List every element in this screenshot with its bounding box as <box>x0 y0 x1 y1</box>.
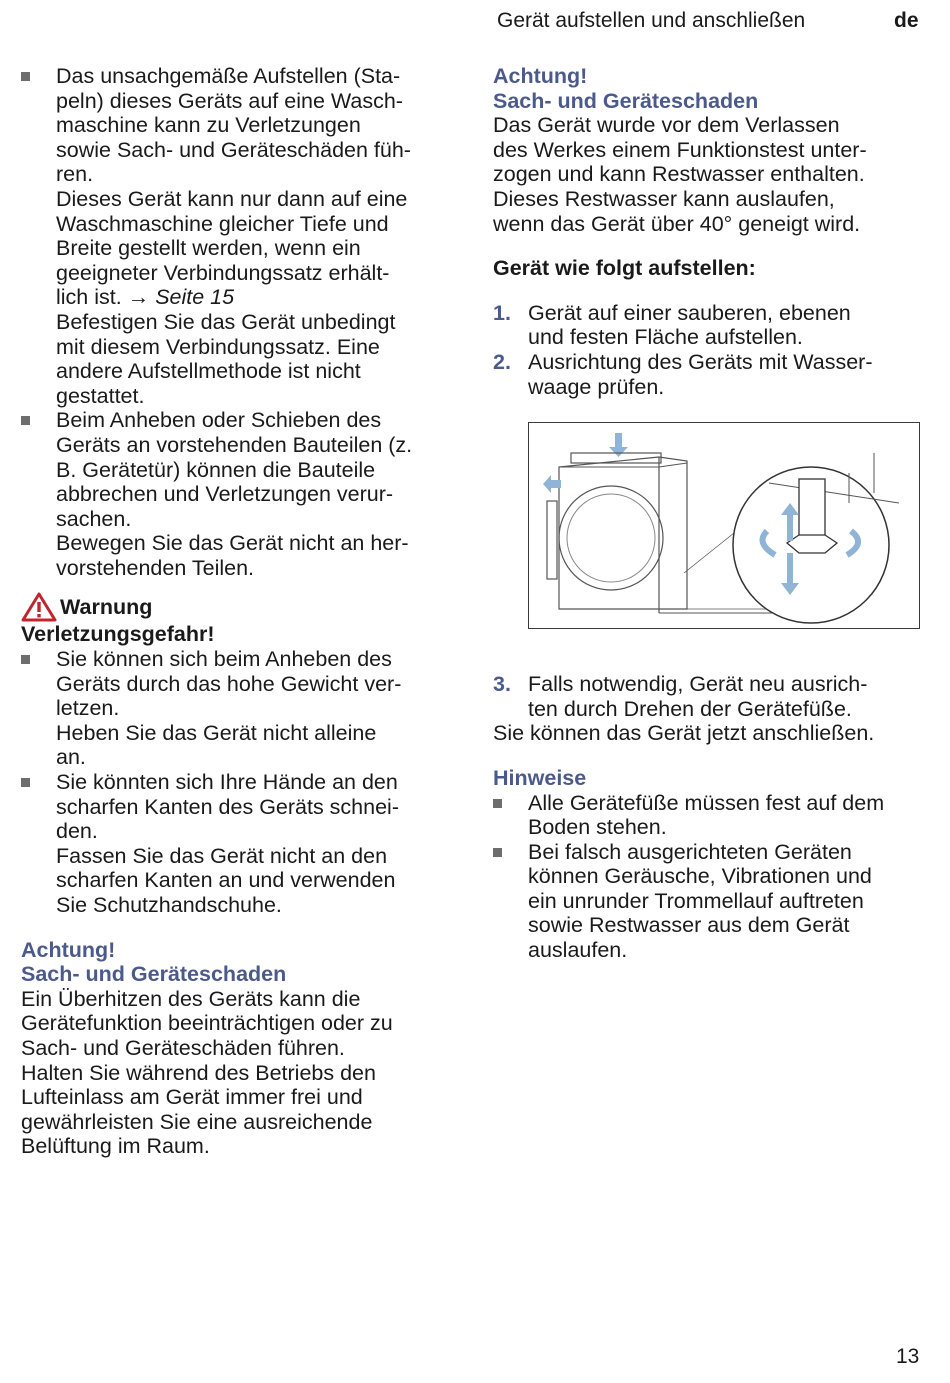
bullet-square-icon <box>21 416 30 425</box>
list-item <box>493 840 923 963</box>
after-steps-text: Sie können das Gerät jetzt anschließen. <box>493 721 875 746</box>
warning-title: Verletzungsgefahr! <box>21 622 215 647</box>
list-item <box>493 350 923 399</box>
caution-label: Achtung! <box>493 64 588 88</box>
leveling-illustration <box>528 422 920 629</box>
bullet-square-icon <box>21 778 30 787</box>
paragraph: Das unsachgemäße Aufstellen (Sta- peln) dieses Geräts auf eine Wasch- maschine kann zu Verletzungen sowie Sach- und Geräteschäden füh- ren. <box>56 64 411 187</box>
caution-text: Das Gerät wurde vor dem Verlassen des Werkes einem Funktionstest unter- zogen und kann Restwasser enthalten. Dieses Restwasser kann auslaufen, wenn das Gerät über 40° geneigt wird. <box>493 113 867 236</box>
paragraph: Fassen Sie das Gerät nicht an den scharfen Kanten an und verwenden Sie Schutzhandschuhe. <box>56 843 396 917</box>
step-number: 3. <box>493 672 511 697</box>
list-item <box>493 301 923 350</box>
bullet-square-icon <box>493 799 502 808</box>
paragraph: Sie könnten sich Ihre Hände an den scharfen Kanten des Geräts schnei- den. <box>56 770 399 844</box>
list-item <box>21 64 461 408</box>
list-item <box>21 770 461 918</box>
caution-title: Sach- und Geräteschaden <box>493 88 759 113</box>
warning-heading <box>21 592 461 622</box>
left-column <box>21 64 461 1159</box>
list-item <box>21 408 461 580</box>
list-item <box>493 791 923 840</box>
step-number: 2. <box>493 349 511 374</box>
paragraph: Beim Anheben oder Schieben des Geräts an vorstehenden Bauteilen (z. B. Gerätetür) können die Bauteile abbrechen und Verletzungen verur- sachen. <box>56 408 413 531</box>
note-text: Bei falsch ausgerichteten Geräten können Geräusche, Vibrationen und ein unrunder Trommellauf auftreten sowie Restwasser aus dem Gerät auslaufen. <box>528 839 872 963</box>
header-title: Gerät aufstellen und anschließen <box>497 9 806 32</box>
caution-title: Sach- und Geräteschaden <box>21 962 287 987</box>
arrow-right-icon: → <box>127 285 150 310</box>
side-level-icon <box>543 475 561 579</box>
caution-label: Achtung! <box>21 937 116 962</box>
dryer-leveling-diagram <box>529 423 918 627</box>
caution-text: Ein Überhitzen des Geräts kann die Gerätefunktion beeinträchtigen oder zu Sach- und Geräteschäden führen. Halten Sie während des Betriebs den Lufteinlass am Gerät immer frei und gewährleisten Sie eine ausreichende Belüftung im Raum. <box>21 986 393 1159</box>
page-reference-link[interactable]: Seite 15 <box>155 285 235 310</box>
setup-heading: Gerät wie folgt aufstellen: <box>493 256 756 281</box>
step-text: Gerät auf einer sauberen, ebenen und festen Fläche aufstellen. <box>528 300 851 350</box>
note-text: Alle Gerätefüße müssen fest auf dem Boden stehen. <box>528 790 885 840</box>
step-text: Falls notwendig, Gerät neu ausrich- ten durch Drehen der Gerätefüße. <box>528 672 868 721</box>
list-item <box>493 672 923 721</box>
bullet-square-icon <box>21 72 30 81</box>
language-code: de <box>894 9 919 32</box>
warning-label: Warnung <box>60 595 153 620</box>
page-number: 13 <box>896 1345 920 1368</box>
paragraph <box>56 187 461 310</box>
list-item <box>21 647 461 770</box>
steps-list-continued <box>493 672 923 721</box>
paragraph: Sie können sich beim Anheben des Geräts durch das hohe Gewicht ver- letzen. <box>56 647 402 721</box>
paragraph: Bewegen Sie das Gerät nicht an her- vorstehenden Teilen. <box>56 531 409 580</box>
notes-heading: Hinweise <box>493 765 587 790</box>
steps-list <box>493 301 923 399</box>
paragraph: Befestigen Sie das Gerät unbedingt mit diesem Verbindungssatz. Eine andere Aufstellmethode ist nicht gestattet. <box>56 309 396 408</box>
text: Dieses Gerät kann nur dann auf eine Waschmaschine gleicher Tiefe und Breite gestellt werden, wenn ein geeigneter Verbindungssatz erhält- lich ist. <box>56 186 408 310</box>
paragraph: Heben Sie das Gerät nicht alleine an. <box>56 720 377 770</box>
bullet-square-icon <box>21 655 30 664</box>
warning-triangle-icon <box>21 592 57 622</box>
bullet-square-icon <box>493 848 502 857</box>
step-number: 1. <box>493 300 511 325</box>
step-text: Ausrichtung des Geräts mit Wasser- waage prüfen. <box>528 349 873 399</box>
